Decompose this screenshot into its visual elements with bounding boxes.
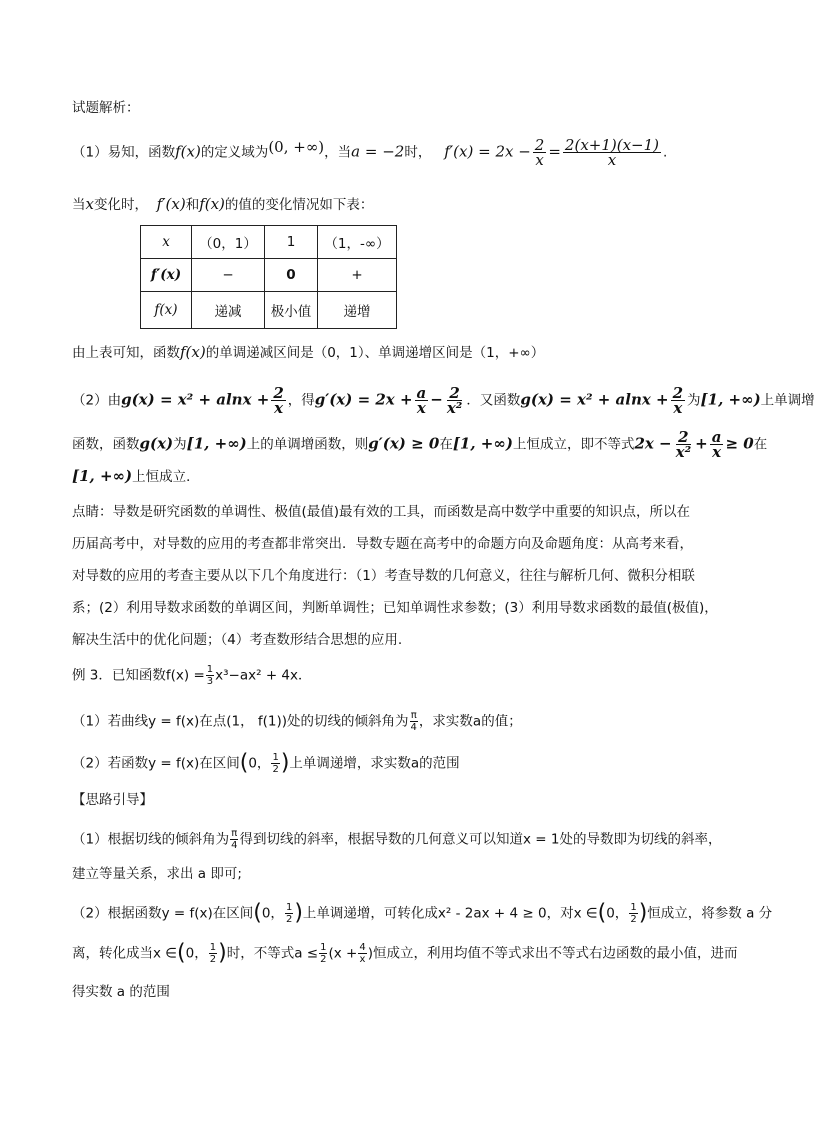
g-def: g(x) = x² + alnx + (121, 390, 270, 409)
fraction-4-over-x: $\frac{4}{x}$ (359, 942, 366, 965)
guide-line-5: 得实数 a 的范围 (72, 984, 170, 1000)
fraction-a-over-x: $\frac{a}{x}$ (416, 384, 427, 417)
close-paren: ) (294, 900, 303, 926)
fx-expr-3: f(x) (180, 343, 206, 361)
derivative-lhs: f′(x) = 2x − (444, 142, 531, 161)
close-paren: ) (280, 750, 290, 776)
fraction-a-over-x: $\frac{a}{x}$ (711, 428, 722, 461)
when-text: ，当 (324, 144, 352, 161)
g2-text-b: 上单调递增，可转化成x² - 2ax + 4 ≥ 0，对x ∈ (302, 905, 598, 922)
fraction-2-over-x2: $\frac{2}{\text{x²}}$ (675, 428, 692, 461)
close-paren: ) (218, 940, 227, 966)
cell-increasing: 递增 (318, 292, 397, 329)
guide-title: 【思路引导】 (72, 792, 153, 808)
close-paren: ) (638, 900, 648, 926)
interval-3: [1, +∞) (452, 434, 513, 453)
g-def-2: g(x) = x² + alnx + (520, 390, 669, 409)
ineq-expr: 2x − (634, 434, 672, 453)
table-row-fprime (141, 259, 397, 292)
cell-zero: 0 (265, 259, 318, 292)
table-row-f (141, 292, 397, 329)
domain-interval: (0, +∞) (268, 137, 325, 156)
cell-fprime: f′(x) (141, 259, 192, 292)
cell-one: 1 (265, 226, 318, 259)
minus-sign: − (430, 390, 443, 409)
equals-sign: = (548, 142, 561, 161)
zero-text: 0， (248, 755, 271, 772)
cell-decreasing: 递减 (192, 292, 265, 329)
conclusion-text-a: 由上表可知，函数 (72, 345, 180, 361)
open-paren: ( (239, 750, 249, 776)
fx-expr-2: f(x) (199, 195, 225, 213)
var-x: x (85, 195, 94, 213)
fraction-2-over-x: $\frac{2}{x}$ (273, 384, 284, 417)
fraction-1-over-2: $\frac{1}{2}$ (272, 752, 279, 775)
variation-table (140, 225, 397, 329)
remark-line-2: 历届高考中，对导数的应用的考查都非常突出．导数专题在高考中的命题方向及命题角度：从高考来看， (72, 536, 693, 552)
part2-text-f: 函数，函数 (72, 436, 140, 453)
cell-plus: + (318, 259, 397, 292)
fraction-1-over-3: $\frac{1}{3}$ (206, 664, 214, 687)
zero-text: 0， (606, 905, 629, 922)
interval-4: [1, +∞) (72, 467, 133, 485)
part2-text-j: 上恒成立，即不等式 (512, 436, 635, 453)
part2-lead: （2）由 (72, 392, 122, 409)
question-1 (72, 710, 733, 733)
g3-text-b: 时，不等式a ≤ (226, 945, 319, 962)
interval-2: [1, +∞) (186, 434, 247, 453)
guide-line-3 (72, 900, 773, 926)
part2-line-2 (72, 428, 768, 461)
cell-f: f(x) (141, 292, 192, 329)
cell-interval-2: （1，-∞） (318, 226, 397, 259)
fraction-pi-over-4: $\frac{\pi}{4}$ (410, 710, 417, 733)
fraction-1-over-2: $\frac{1}{2}$ (630, 902, 637, 925)
intro-text-d: 的值的变化情况如下表： (224, 197, 374, 213)
part2-text-i: 在 (439, 436, 453, 453)
q1-text-a: （1）若曲线y = f(x)在点(1， f(1))处的切线的倾斜角为 (72, 713, 409, 730)
plus-sign: + (695, 434, 708, 453)
fprime-expr: f′(x) (156, 195, 186, 213)
part1-line (72, 138, 733, 167)
guide-line-1 (72, 828, 733, 851)
table-intro (72, 194, 733, 215)
time-text: 时， (404, 144, 432, 161)
gprime-ineq: g′(x) ≥ 0 (368, 434, 440, 453)
part2-text-e: 上单调增 (760, 392, 815, 409)
part2-text-k: 在 (753, 436, 768, 453)
part2-text-g: 为 (173, 436, 187, 453)
part1-lead: （1）易知，函数 (72, 144, 176, 161)
interval: [1, +∞) (700, 390, 761, 409)
example-text-a: 例 3．已知函数f(x) = (72, 667, 205, 684)
remark-line-4: 系；(2）利用导数求函数的单调区间，判断单调性；已知单调性求参数；(3）利用导数求函数的最值(极值)， (72, 600, 718, 616)
remark-line-1: 点睛：导数是研究函数的单调性、极值(最值)最有效的工具，而函数是高中数学中重要的知识点，所以在 (72, 504, 691, 520)
g2-text-c: 恒成立，将参数 a 分 (647, 905, 773, 922)
fraction-2-over-x: $\frac{2}{x}$ (672, 384, 684, 417)
open-paren: ( (253, 900, 262, 926)
fraction-1-over-2: $\frac{1}{2}$ (285, 902, 293, 925)
zero-text: 0， (261, 905, 284, 922)
cell-minus: − (192, 259, 265, 292)
part2-text-h: 上的单调增函数，则 (246, 436, 369, 453)
g-expr: g(x) (139, 434, 174, 453)
cell-interval-1: （0，1） (192, 226, 265, 259)
g3-text-d: )恒成立，利用均值不等式求出不等式右边函数的最小值，进而 (367, 945, 738, 962)
fraction-2-over-x: $\frac{2}{x}$ (534, 136, 545, 169)
remark-line-5: 解决生活中的优化问题；（4）考查数形结合思想的应用. (72, 632, 403, 648)
question-2 (72, 752, 733, 775)
guide-line-4 (72, 940, 738, 966)
fx-expr: f(x) (175, 142, 201, 161)
example-title (72, 664, 733, 687)
domain-text: 的定义域为 (200, 144, 269, 161)
fraction-1-over-2: $\frac{1}{2}$ (209, 942, 217, 965)
gprime-def: g′(x) = 2x + (314, 390, 413, 409)
part2-text-d: 为 (687, 392, 701, 409)
g3-text-a: 离，转化成当x ∈ (72, 945, 178, 962)
fraction-2-over-x2: $\frac{2}{\text{x²}}$ (446, 384, 463, 417)
intro-text-b: 变化时， (93, 197, 148, 213)
fraction-pi-over-4: $\frac{\pi}{4}$ (231, 828, 238, 851)
part2-line-1 (72, 384, 815, 417)
example-text-b: x³−ax² + 4x． (215, 667, 312, 684)
part2-text-b: ，得 (287, 392, 315, 409)
q2-text-b: 上单调递增，求实数a的范围 (289, 755, 460, 772)
open-paren: ( (177, 940, 186, 966)
zero-text: 0， (185, 945, 208, 962)
remark-line-3: 对导数的应用的考查主要从以下几个角度进行：（1）考查导数的几何意义，往往与解析几何、微积分相联 (72, 568, 695, 584)
ge-zero: ≥ 0 (725, 434, 754, 453)
period: . (663, 144, 668, 161)
conclusion-text-b: 的单调递减区间是（0，1）、单调递增区间是（1，+∞） (205, 345, 545, 361)
section-header: 试题解析： (72, 100, 140, 116)
g1-text-b: 得到切线的斜率，根据导数的几何意义可以知道x = 1处的导数即为切线的斜率， (239, 831, 722, 848)
cell-x: x (141, 226, 192, 259)
q1-text-b: ，求实数a的值； (418, 713, 522, 730)
open-paren: ( (597, 900, 607, 926)
intro-text-a: 当 (72, 197, 86, 213)
fraction-1-over-2: $\frac{1}{2}$ (320, 942, 327, 965)
part2-text-l: 上恒成立． (132, 469, 200, 485)
table-row-x (141, 226, 397, 259)
part2-text-c: ．又函数 (466, 392, 521, 409)
part2-line-3 (72, 466, 733, 487)
g2-text-a: （2）根据函数y = f(x)在区间 (72, 905, 254, 922)
fraction-factored: $\frac{2(x+1)(x-1)}{x}$ (564, 136, 660, 169)
g1-text-a: （1）根据切线的倾斜角为 (72, 831, 230, 848)
guide-line-2: 建立等量关系，求出 a 即可; (72, 866, 242, 882)
intro-text-c: 和 (185, 197, 200, 213)
conclusion-line (72, 342, 733, 363)
q2-text-a: （2）若函数y = f(x)在区间 (72, 755, 240, 772)
a-value: a = −2 (351, 142, 405, 161)
g3-text-c: (x + (328, 945, 358, 962)
cell-minimum: 极小值 (265, 292, 318, 329)
